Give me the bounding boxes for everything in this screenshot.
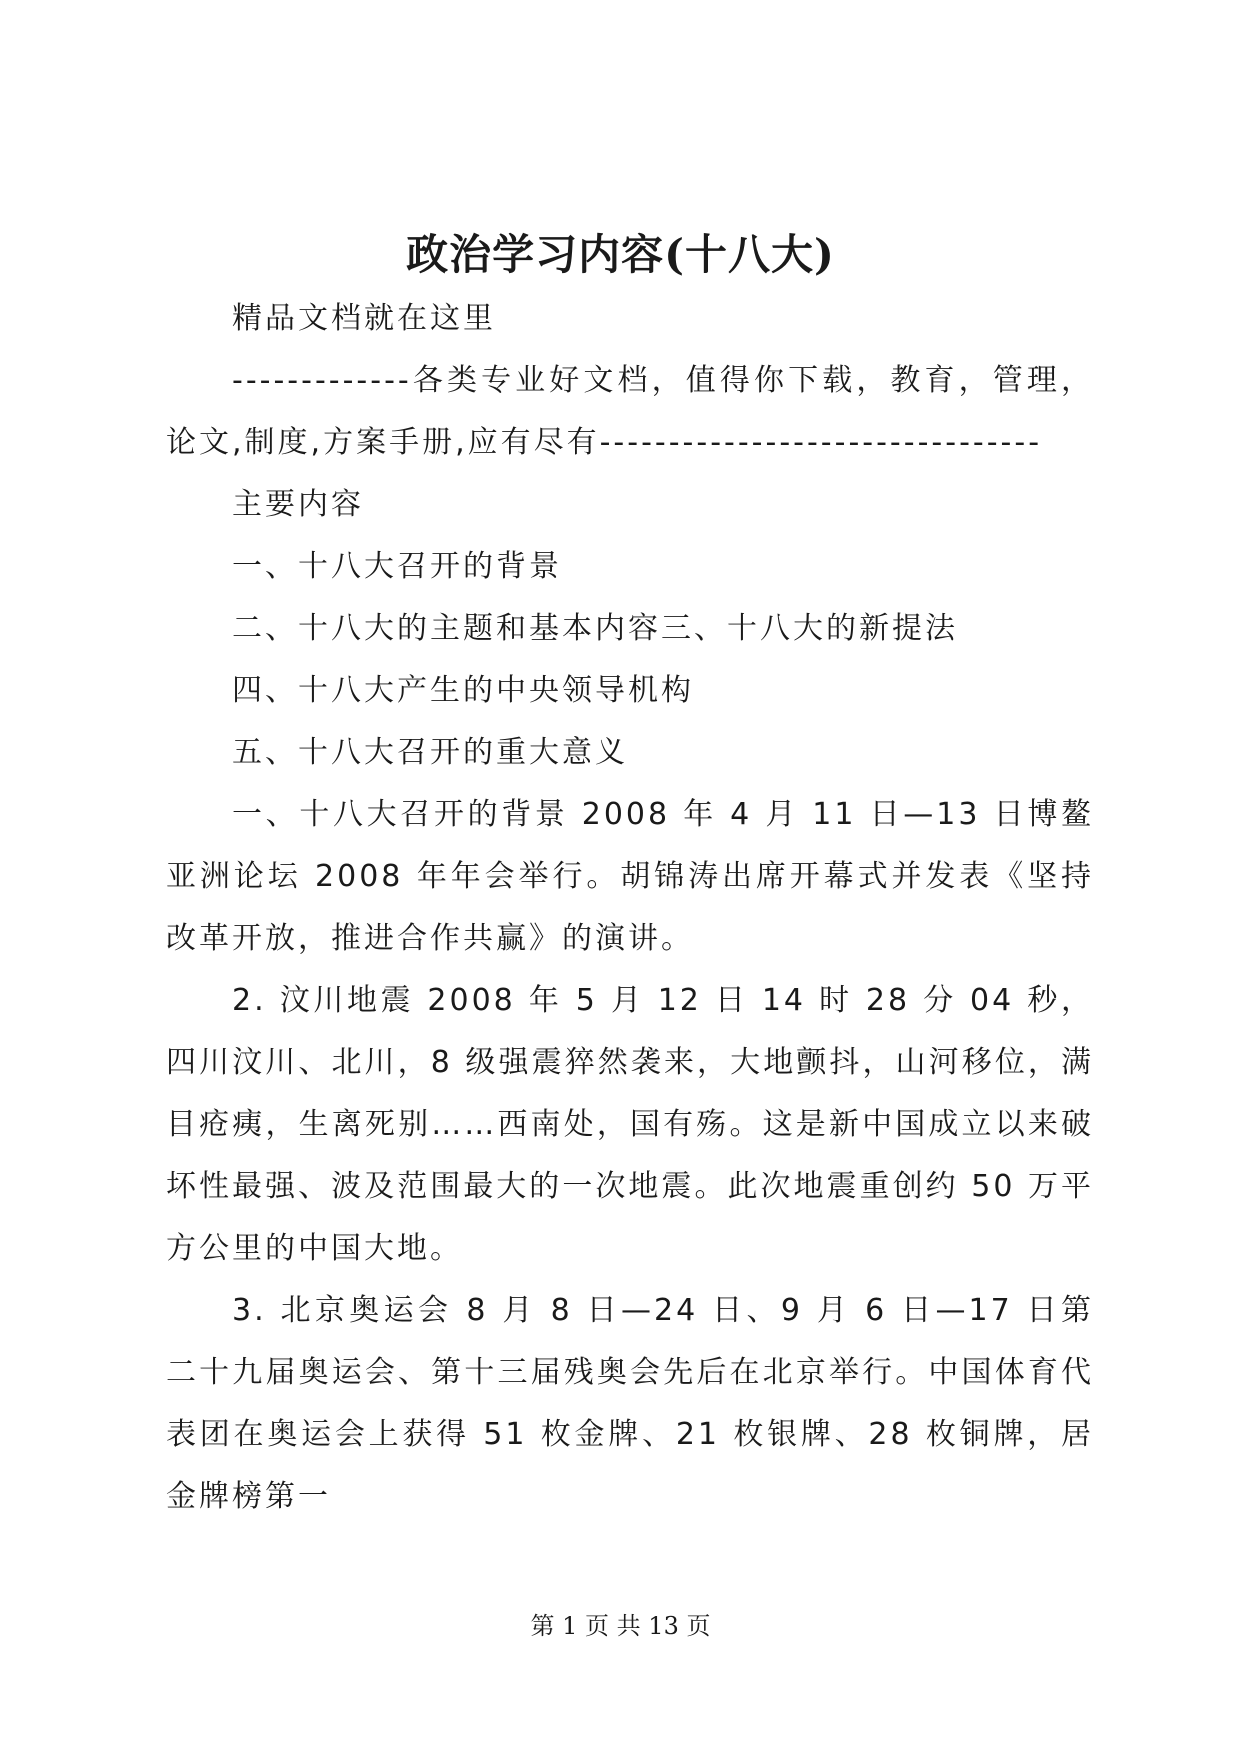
paragraph-background: 一、十八大召开的背景 2008 年 4 月 11 日—13 日博鳌亚洲论坛 2008 年年会举行。胡锦涛出席开幕式并发表《坚持改革开放，推进合作共赢》的演讲。 (166, 797, 1094, 956)
page-footer: 第 1 页 共 13 页 (530, 1612, 711, 1640)
document-title: 政治学习内容(十八大) (406, 230, 835, 279)
paragraph-beijing-olympics: 3. 北京奥运会 8 月 8 日—24 日、9 月 6 日—17 日第二十九届奥运会、第十三届残奥会先后在北京举行。中国体育代表团在奥运会上获得 51 枚金牌、21 枚银牌、28 枚铜牌，居金牌榜第一 (166, 1293, 1094, 1514)
paragraph-outline-2: 二、十八大的主题和基本内容三、十八大的新提法 (232, 611, 958, 646)
paragraph-outline-5: 五、十八大召开的重大意义 (232, 735, 628, 770)
paragraph-outline-1: 一、十八大召开的背景 (232, 549, 562, 584)
paragraph-outline-4: 四、十八大产生的中央领导机构 (232, 673, 694, 708)
paragraph-intro: 精品文档就在这里 (232, 301, 496, 336)
document-body (166, 288, 1094, 1528)
paragraph-banner: -------------各类专业好文档，值得你下载，教育，管理，论文,制度,方案手册,应有尽有-------------------------------- (166, 363, 1094, 460)
paragraph-wenchuan-earthquake: 2. 汶川地震 2008 年 5 月 12 日 14 时 28 分 04 秒，四川汶川、北川，8 级强震猝然袭来，大地颤抖，山河移位，满目疮痍，生离死别……西南处，国有殇。这是新中国成立以来破坏性最强、波及范围最大的一次地震。此次地震重创约 50 万平方公里的中国大地。 (166, 983, 1094, 1266)
paragraph-main-content-heading: 主要内容 (232, 487, 364, 522)
